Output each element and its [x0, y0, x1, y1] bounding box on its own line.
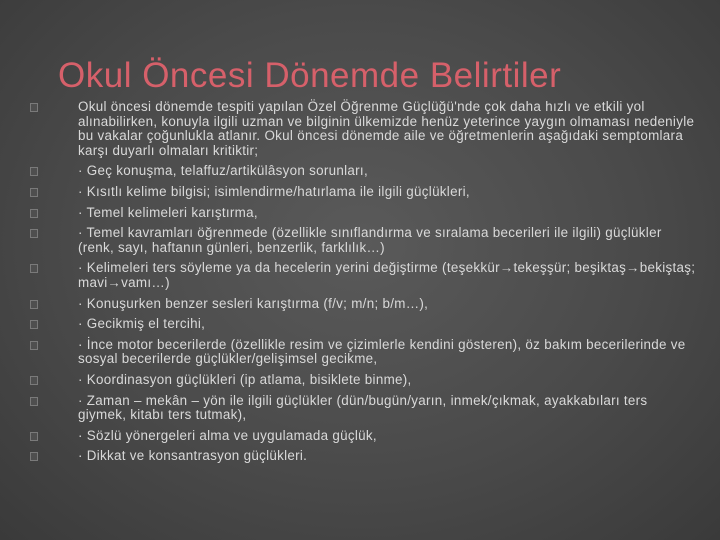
list-item [30, 100, 698, 158]
square-bullet-icon [30, 320, 38, 329]
square-bullet-icon [30, 229, 38, 238]
list-item-text: · Kelimeleri ters söyleme ya da hecelerin yerini değiştirme (teşekkür→tekeşşür; beşiktaş→bekiştaş; mavi→vamı…) [78, 260, 696, 290]
list-item [30, 297, 698, 312]
square-bullet-icon [30, 300, 38, 309]
list-item-text: · Zaman – mekân – yön ile ilgili güçlükler (dün/bugün/yarın, inmek/çıkmak, ayakkabıları ters giymek, kitabı ters tutmak), [78, 392, 648, 423]
list-item [30, 338, 698, 367]
list-item [30, 449, 698, 464]
square-bullet-icon [30, 103, 38, 112]
list-item-text: · Sözlü yönergeleri alma ve uygulamada güçlük, [78, 427, 377, 443]
list-item-text: · Geç konuşma, telaffuz/artikülâsyon sorunları, [78, 163, 368, 179]
list-item-text: · Dikkat ve konsantrasyon güçlükleri. [78, 448, 308, 464]
list-item-text: · İnce motor becerilerde (özellikle resim ve çizimlerle kendini gösteren), öz bakım becerilerinde ve sosyal becerilerde güçlükler/gelişimsel gecikme, [78, 336, 686, 367]
list-item [30, 185, 698, 200]
square-bullet-icon [30, 397, 38, 406]
square-bullet-icon [30, 264, 38, 273]
list-item [30, 429, 698, 444]
list-item [30, 317, 698, 332]
square-bullet-icon [30, 209, 38, 218]
bullet-list [30, 100, 698, 470]
list-item-text: · Temel kavramları öğrenmede (özellikle sınıflandırma ve sıralama becerileri ile ilgili) güçlükler (renk, sayı, haftanın günleri, benzerlik, farklılık…) [78, 225, 662, 255]
list-item-text: · Koordinasyon güçlükleri (ip atlama, bisiklete binme), [78, 371, 412, 387]
list-item [30, 226, 698, 255]
list-item [30, 206, 698, 221]
square-bullet-icon [30, 167, 38, 176]
list-item [30, 261, 698, 290]
square-bullet-icon [30, 341, 38, 350]
list-item-text: · Kısıtlı kelime bilgisi; isimlendirme/hatırlama ile ilgili güçlükleri, [78, 183, 470, 199]
list-item [30, 164, 698, 179]
square-bullet-icon [30, 376, 38, 385]
list-item [30, 373, 698, 388]
slide-title: Okul Öncesi Dönemde Belirtiler [58, 56, 562, 95]
square-bullet-icon [30, 432, 38, 441]
list-item-text: · Gecikmiş el tercihi, [78, 316, 206, 332]
square-bullet-icon [30, 452, 38, 461]
list-item-text: · Temel kelimeleri karıştırma, [78, 204, 258, 220]
list-item-text: Okul öncesi dönemde tespiti yapılan Özel Öğrenme Güçlüğü'nde çok daha hızlı ve etkili yol alınabilirken, konuyla ilgili uzman ve bilginin ülkemizde henüz yeterince yaygın olmaması nedeniyle bu vakalar çoğunlukla atlanır. Okul öncesi dönemde aile ve öğretmenlerin aşağıdaki semptomlara karşı duyarlı olmaları kritiktir; [78, 99, 695, 158]
square-bullet-icon [30, 188, 38, 197]
list-item-text: · Konuşurken benzer sesleri karıştırma (f/v; m/n; b/m…), [78, 295, 429, 311]
list-item [30, 394, 698, 423]
